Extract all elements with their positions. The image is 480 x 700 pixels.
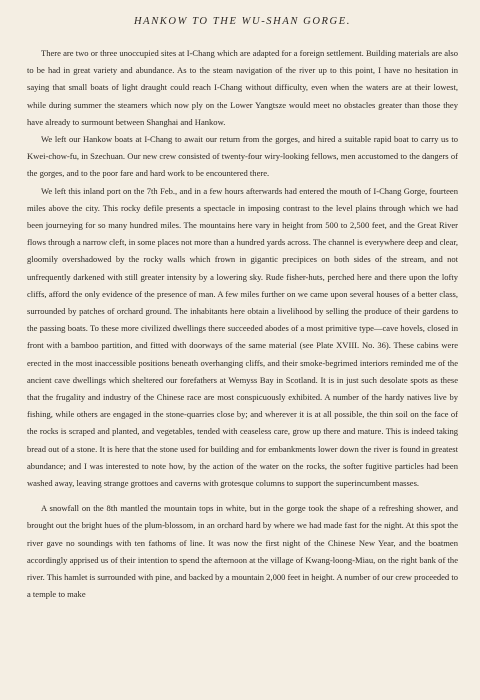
paragraph-settlement: There are two or three unoccupied sites at I-Chang which are adapted for a foreign settlement. Building materials are also to be had in great variety and abundance. As to the steam navigation of the river up to this point, I have no hesitation in saying that small boats of light draught could reach I-Chang without difficulty, even when the waters are at their lowest, while during summer the steamers which now ply on the Lower Yangtsze would meet no obstacles greater than those they have already to surmount between Shanghai and Hankow. [27, 48, 458, 127]
paragraph-hankow-boats: We left our Hankow boats at I-Chang to await our return from the gorges, and hired a suitable rapid boat to carry us to Kwei-chow-fu, in Szechuan. Our new crew consisted of twenty-four wiry-looking fellows, men accustomed to the dangers of the gorges, and to the poor fare and hard work to be encountered there. [27, 134, 458, 179]
paragraph-ichang-gorge: We left this inland port on the 7th Feb., and in a few hours afterwards had entered the mouth of I-Chang Gorge, fourteen miles above the city. This rocky defile presents a spectacle in imposing contrast to the level plains through which we had been journeying for so many hundred miles. The mountains here vary in height from 500 to 2,500 feet, and the Great River flows through a narrow cleft, in some places not more than a hundred yards across. The channel is everywhere deep and clear, gloomily overshadowed by the rocky walls which frown in gigantic precipices on both sides of the stream, and not unfrequently darkened with still greater intensity by a lowering sky. Rude fisher-huts, perched here and there upon the lofty cliffs, afford the only evidence of the presence of man. A few miles further on we came upon several houses of a better class, surrounded by patches of orchard ground. The inhabitants here obtain a livelihood by selling the produce of their gardens to the passing boats. To these more civilized dwellings there succeeded abodes of a most primitive type—cave hovels, closed in front with a bamboo partition, and fitted with doorways of the same material (see Plate XVIII. No. 36). These cabins were erected in the most inaccessible positions beneath overhanging cliffs, and their smoke-begrimed interiors reminded me of the ancient cave dwellings which sheltered our forefathers at Wemyss Bay in Scotland. It is in just such desolate spots as these that the frugality and industry of the Chinese race are most conspicuously exhibited. A number of the hardy natives live by fishing, while others are engaged in the stone-quarries close by; and wherever it is at all possible, the thin soil on the face of the rocks is scraped and planted, and vegetables, tended with ceaseless care, grow up there and mature. This is indeed taking bread out of a stone. It is here that the stone used for building and for embankments lower down the river is found in greatest abundance; and I was interested to note how, by the action of the water on the rocks, the softer fugitive particles had been washed away, leaving strange grottoes and caverns with grotesque columns to support the superincumbent masses. [27, 185, 458, 489]
running-head: HANKOW TO THE WU-SHAN GORGE. [134, 16, 351, 27]
paragraph-snowfall: A snowfall on the 8th mantled the mountain tops in white, but in the gorge took the shape of a refreshing shower, and brought out the bright hues of the plum-blossom, in an orchard hard by where we had made fast for the night. At this spot the river gave no soundings with ten fathoms of line. It was now the first night of the Chinese New Year, and the boatmen accordingly apprised us of their intention to spend the afternoon at the village of Kwang-loong-Miau, on the right bank of the river. This hamlet is surrounded with pine, and backed by a mountain 2,000 feet in height. A number of our crew proceeded to a temple to make [27, 503, 458, 600]
